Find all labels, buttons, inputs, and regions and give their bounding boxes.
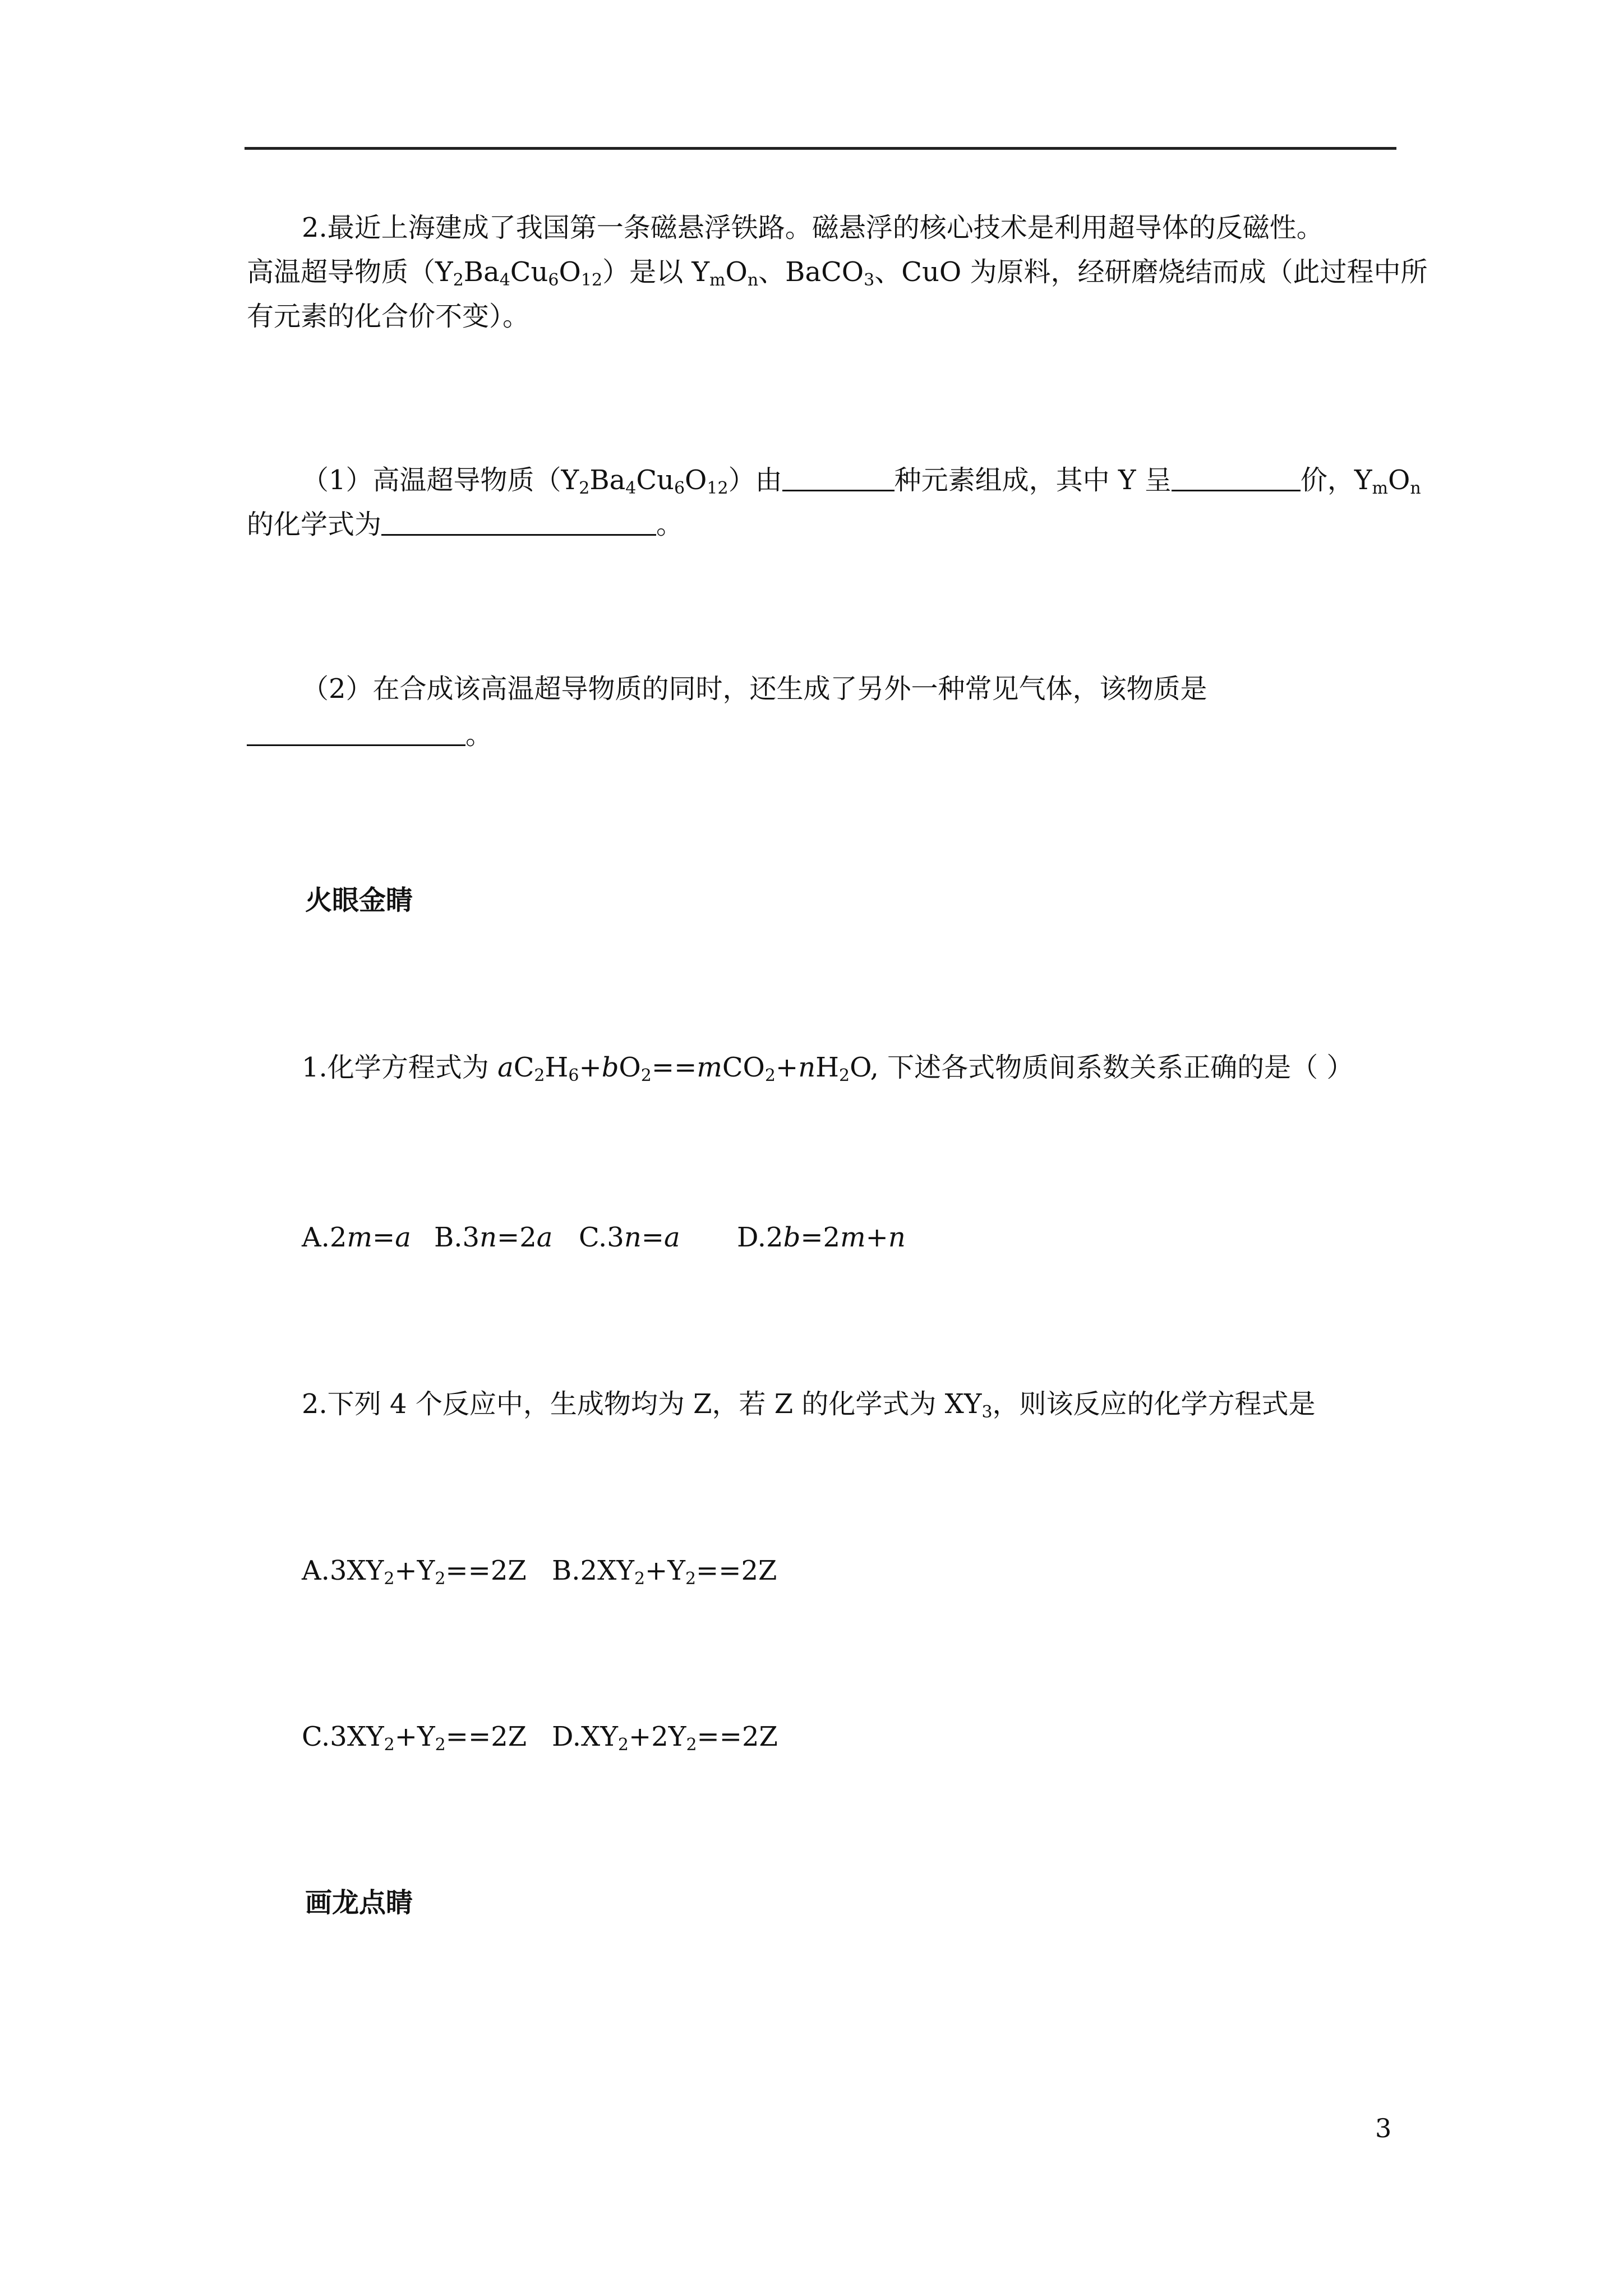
huoyan-q1-option-b[interactable]: B.3n=2a	[434, 1222, 553, 1253]
page-number: 3	[1375, 2113, 1392, 2143]
formula-y2ba4cu6o12: $Y_2Ba_4Cu_6O_{12}$	[435, 256, 603, 290]
huoyan-q1-option-d[interactable]: D.2b=2m+n	[737, 1222, 906, 1253]
q2-line-1: 2.最近上海建成了我国第一条磁悬浮铁路。磁悬浮的核心技术是利用超导体的反磁性。	[302, 212, 1324, 243]
section-heading-hualong: 画龙点睛	[305, 1887, 413, 1918]
formula-ymon: $Y_mO_n$	[1354, 464, 1421, 498]
huoyan-q2-option-c[interactable]: $C.3XY_2+Y_2==2Z$	[302, 1721, 527, 1755]
answer-blank-ymon-formula[interactable]	[381, 508, 656, 536]
huoyan-q1-option-a[interactable]: A.2m=a	[302, 1222, 411, 1253]
q2-line-2: 高温超导物质$(Y_2Ba_4Cu_6O_{12})$是以 $Y_mO_n$、BaCO$_3$、CuO 为原料，经研磨烧结而成（此过程中所	[247, 256, 1428, 290]
formula-ymon: $Y_mO_n$	[691, 256, 759, 290]
q2-sub2-line-2: 。	[247, 718, 492, 752]
q2-line-3: 有元素的化合价不变）。	[247, 301, 530, 332]
q2-sub1-line-1: （1）高温超导物质$(Y_2Ba_4Cu_6O_{12})$由 种元素组成，其中 Y 呈 价，$Y_mO_n$	[302, 464, 1421, 498]
huoyan-q2-option-b[interactable]: $B.2XY_2+Y_2==2Z$	[552, 1555, 777, 1589]
answer-blank-element-count[interactable]	[782, 464, 895, 491]
answer-blank-gas[interactable]	[247, 719, 465, 746]
formula-baco3: BaCO$_3$	[785, 256, 875, 290]
section-heading-huoyan: 火眼金睛	[305, 885, 413, 916]
huoyan-q1-option-c[interactable]: C.3n=a	[579, 1222, 680, 1253]
q2-sub1-line-2: 的化学式为 。	[247, 509, 684, 540]
answer-blank-y-valence[interactable]	[1172, 464, 1301, 491]
q2-sub2-line-1: （2）在合成该高温超导物质的同时，还生成了另外一种常见气体，该物质是	[302, 673, 1207, 705]
huoyan-q2-option-a[interactable]: $A.3XY_2+Y_2==2Z$	[302, 1555, 527, 1589]
header-rule	[245, 147, 1396, 150]
huoyan-q1-stem: 1.化学方程式为 $aC_2H_6+bO_2==mCO_2+nH_2O$, 下述各式物质间系数关系正确的是（ ）	[302, 1052, 1354, 1085]
huoyan-q2-stem: 2.下列 4 个反应中，生成物均为 Z，若 Z 的化学式为 $XY_3$，则该反应的化学方程式是	[302, 1388, 1316, 1422]
formula-y2ba4cu6o12: $Y_2Ba_4Cu_6O_{12}$	[561, 464, 728, 498]
huoyan-q2-option-d[interactable]: $D.XY_2+2Y_2==2Z$	[552, 1721, 778, 1755]
